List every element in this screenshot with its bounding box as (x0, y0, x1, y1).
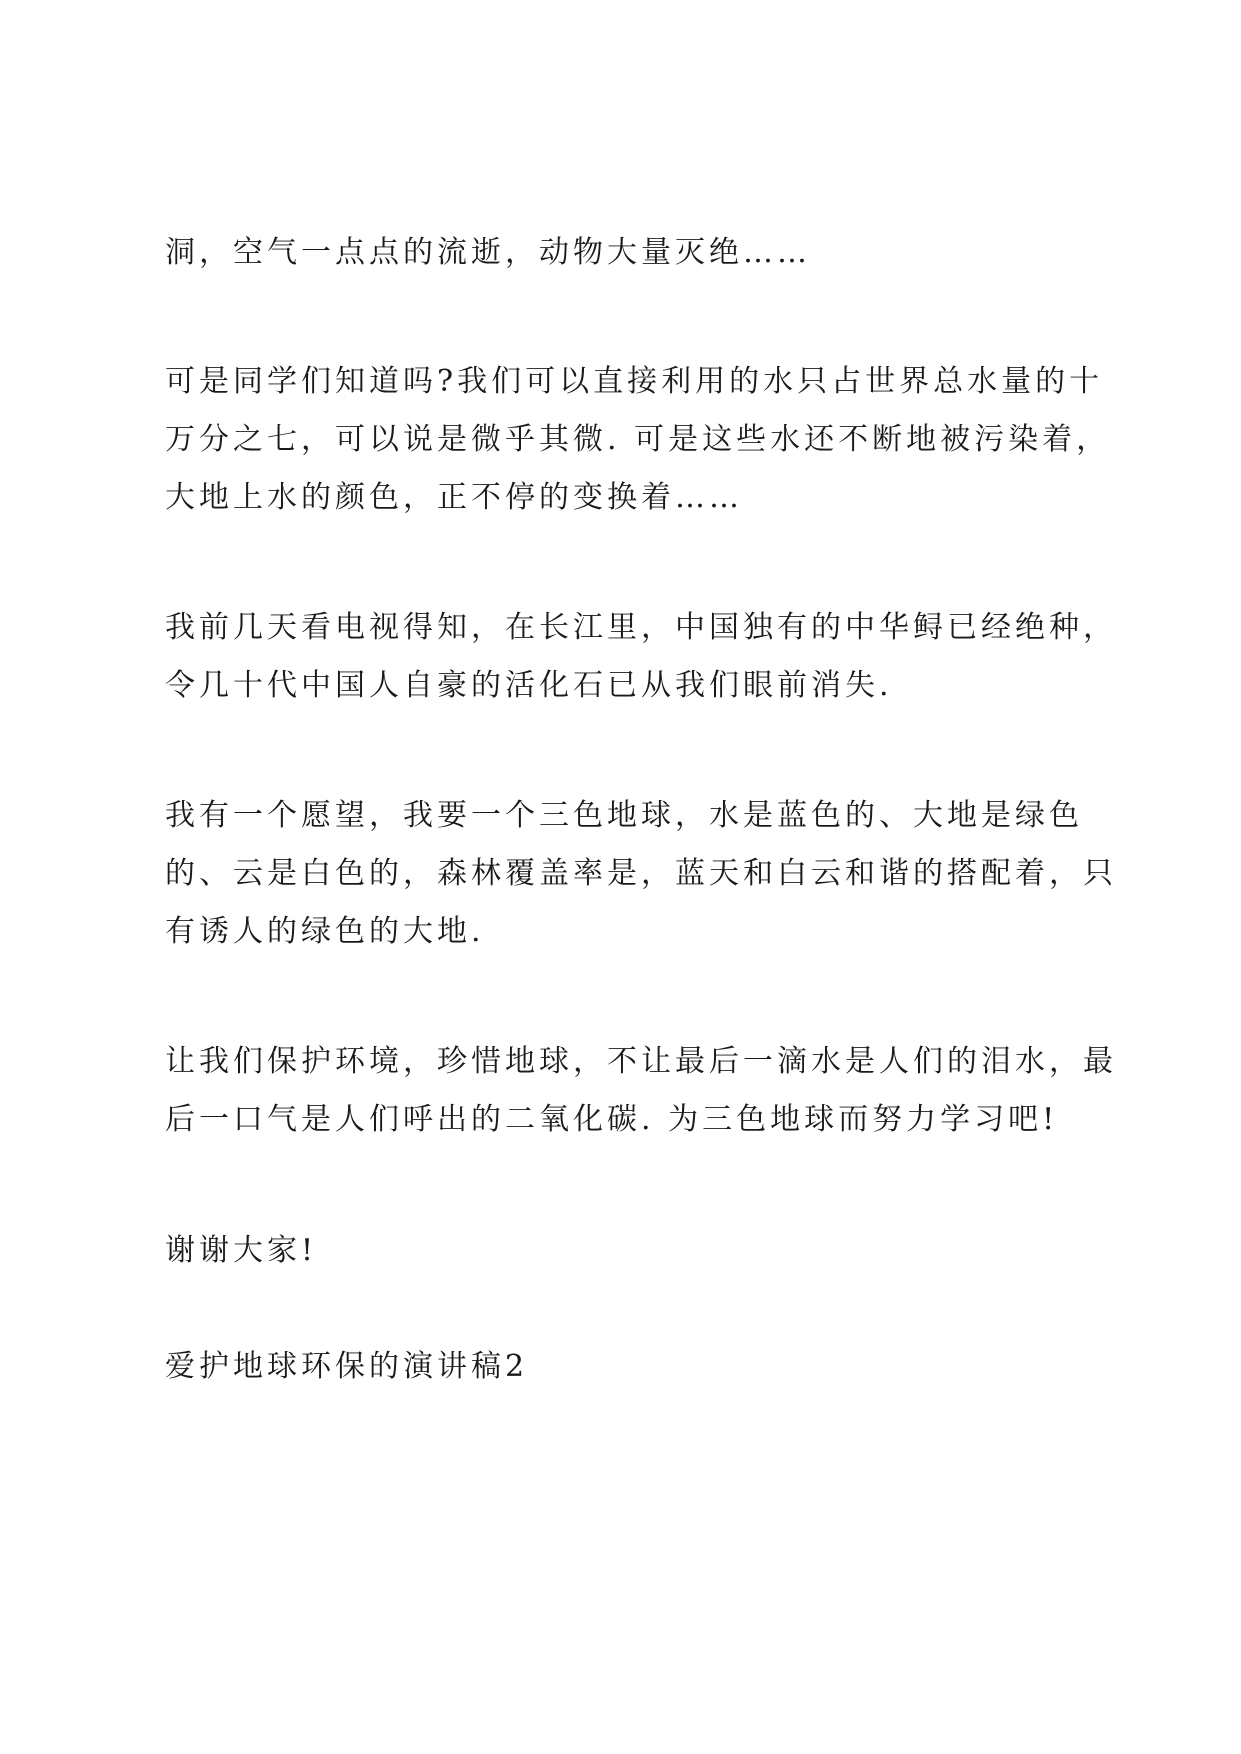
paragraph-line: 洞，空气一点点的流逝，动物大量灭绝…… (165, 235, 811, 270)
paragraph-line: 爱护地球环保的演讲稿2 (165, 1349, 529, 1384)
paragraph-3 (165, 599, 1117, 715)
next-speech-heading (165, 1338, 1100, 1396)
paragraph-line: 大地上水的颜色，正不停的变换着…… (165, 480, 743, 515)
paragraph-line: 有诱人的绿色的大地. (165, 914, 485, 949)
paragraph-line: 令几十代中国人自豪的活化石已从我们眼前消失. (165, 668, 893, 703)
paragraph-5 (165, 1033, 1117, 1149)
paragraph-line: 后一口气是人们呼出的二氧化碳. 为三色地球而努力学习吧! (165, 1102, 1059, 1137)
paragraph-1 (165, 224, 1100, 282)
paragraph-line: 万分之七，可以说是微乎其微. 可是这些水还不断地被污染着， (165, 422, 1111, 457)
paragraph-2 (165, 353, 1111, 527)
paragraph-4 (165, 787, 1117, 961)
paragraph-line: 让我们保护环境，珍惜地球，不让最后一滴水是人们的泪水，最 (165, 1044, 1117, 1079)
paragraph-line: 谢谢大家! (165, 1233, 318, 1268)
paragraph-line: 我前几天看电视得知，在长江里，中国独有的中华鲟已经绝种， (165, 610, 1117, 645)
closing-thanks (165, 1222, 1100, 1280)
paragraph-line: 我有一个愿望，我要一个三色地球，水是蓝色的、大地是绿色 (165, 798, 1083, 833)
paragraph-line: 可是同学们知道吗?我们可以直接利用的水只占世界总水量的十 (165, 364, 1104, 399)
paragraph-line: 的、云是白色的，森林覆盖率是，蓝天和白云和谐的搭配着，只 (165, 856, 1117, 891)
